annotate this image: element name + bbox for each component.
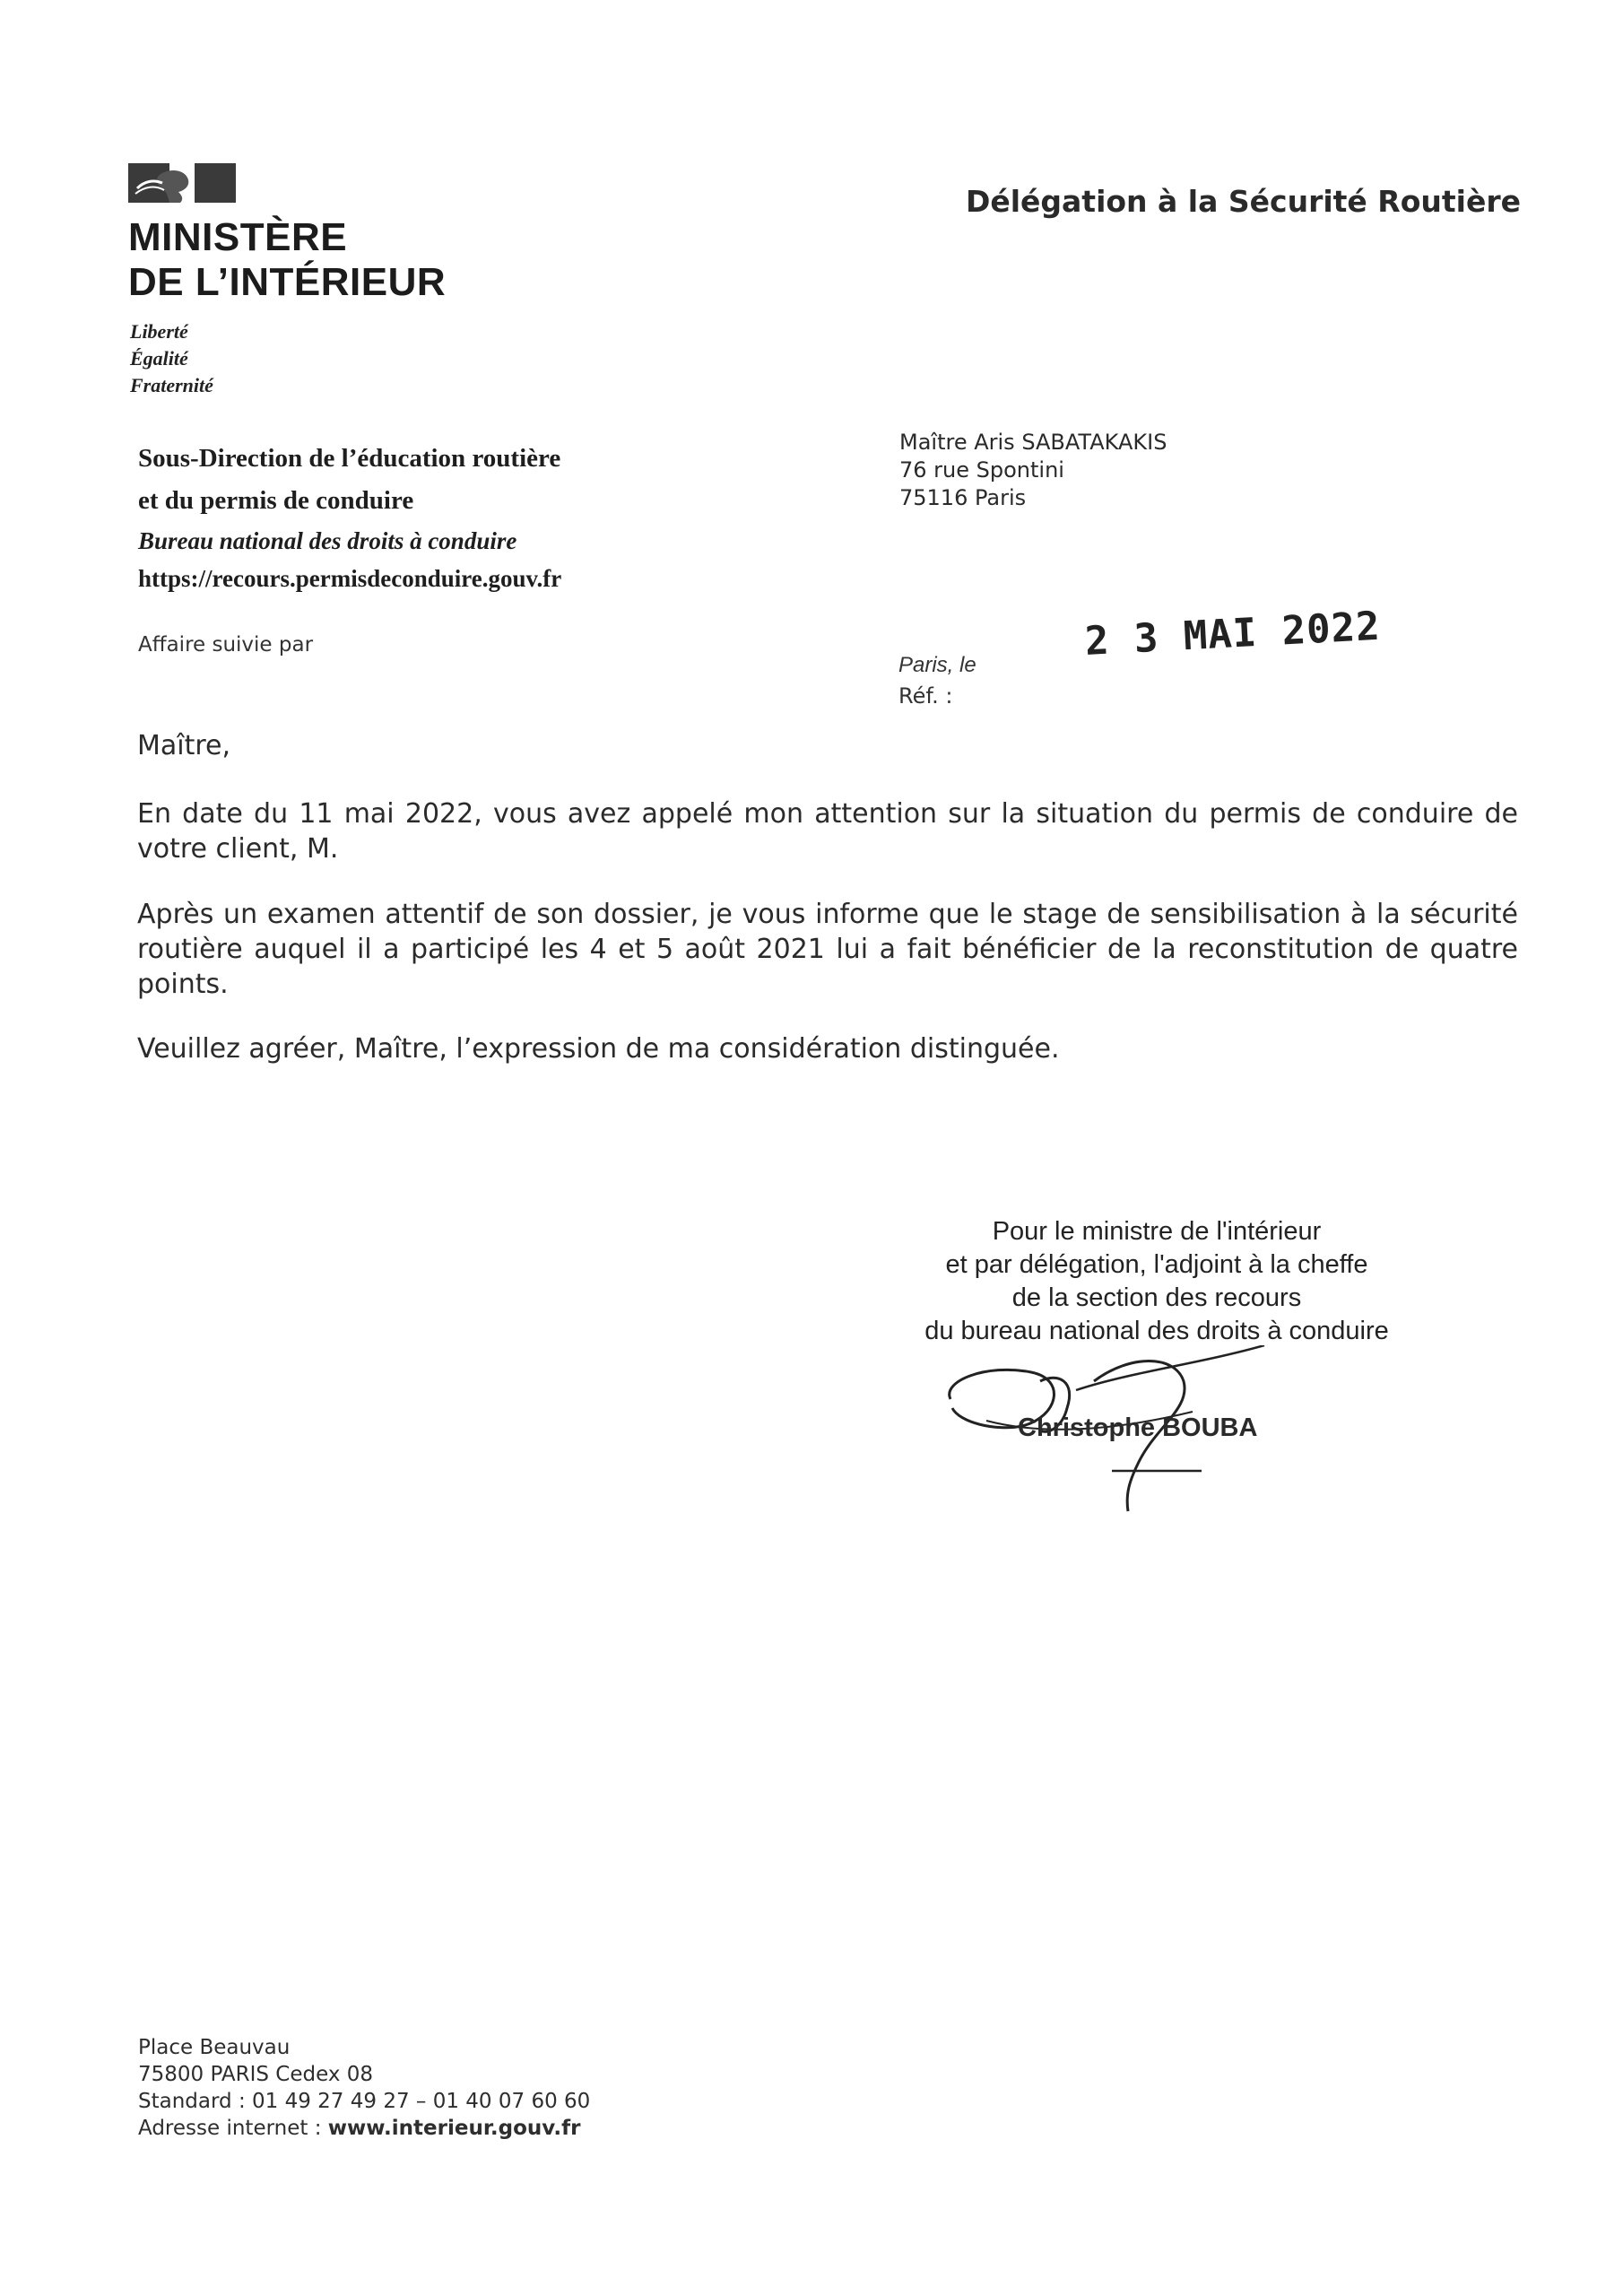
recipient-city: 75116 Paris [899, 485, 1027, 510]
ministry-name [128, 215, 446, 305]
signature-line-1: Pour le ministre de l'intérieur [992, 1217, 1322, 1246]
signer-name: Christophe BOUBA [1018, 1413, 1258, 1442]
date-stamp: 2 3 MAI 2022 [1083, 603, 1382, 665]
marianne-logo-icon [128, 163, 236, 203]
agency-title: Délégation à la Sécurité Routière [965, 184, 1521, 219]
footer-line-1: Place Beauvau [138, 2036, 291, 2059]
signature-line-2: et par délégation, l'adjoint à la cheffe [945, 1250, 1368, 1279]
service-bureau: Bureau national des droits à conduire [138, 527, 517, 554]
ministry-line-2: DE L’INTÉRIEUR [128, 260, 447, 304]
footer-web [138, 2115, 590, 2142]
motto-fraternite: Fraternité [130, 374, 213, 396]
service-url: https://recours.permisdeconduire.gouv.fr [138, 565, 562, 592]
place-label: Paris, le [898, 653, 976, 677]
footer-web-label: Adresse internet : [138, 2117, 328, 2140]
letter-closing: Veuillez agréer, Maître, l’expression de ma considération distinguée. [137, 1033, 1060, 1065]
recipient-street: 76 rue Spontini [899, 457, 1064, 483]
reference-label: Réf. : [898, 683, 953, 709]
letter-paragraph-1: En date du 11 mai 2022, vous avez appelé mon attention sur la situation du permis de conduire de votre client, M. [137, 798, 1518, 865]
motto-egalite: Égalité [130, 347, 188, 370]
ministry-line-1: MINISTÈRE [128, 215, 348, 259]
recipient-name: Maître Aris SABATAKAKIS [899, 430, 1167, 455]
motto-liberte: Liberté [130, 320, 188, 343]
footer-phone: Standard : 01 49 27 49 27 – 01 40 07 60 60 [138, 2090, 591, 2113]
footer-line-2: 75800 PARIS Cedex 08 [138, 2063, 374, 2086]
service-block [138, 438, 561, 597]
signature-line-4: du bureau national des droits à conduire [924, 1317, 1389, 1345]
signature-line-3: de la section des recours [1011, 1283, 1302, 1312]
footer-address [138, 2034, 590, 2142]
republic-motto [130, 318, 213, 399]
salutation: Maître, [137, 730, 231, 761]
service-line-1: Sous-Direction de l’éducation routière [138, 444, 561, 473]
letter-paragraph-2: Après un examen attentif de son dossier, je vous informe que le stage de sensibilisation à la sécurité routière auquel il a participé les 4 et 5 août 2021 lui a fait bénéficier de la reconstitution de quatre points. [137, 899, 1518, 1000]
service-line-2: et du permis de conduire [138, 486, 414, 515]
signature-block [861, 1215, 1453, 1348]
footer-web-url[interactable]: www.interieur.gouv.fr [327, 2117, 581, 2140]
recipient-address [899, 429, 1167, 512]
followed-by-label: Affaire suivie par [138, 633, 314, 657]
